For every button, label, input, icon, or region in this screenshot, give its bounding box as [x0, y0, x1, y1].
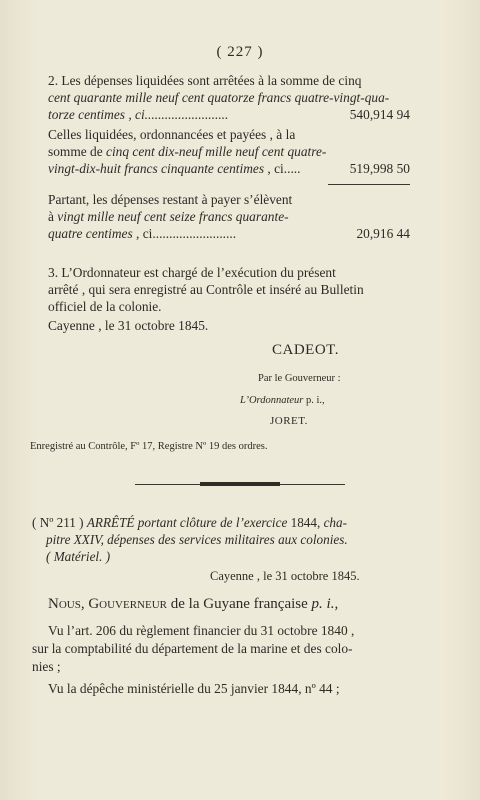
paragraph-vu-depeche: Vu la dépêche ministérielle du 25 janvier 1844, nº 44 ;	[48, 681, 340, 696]
text-line: arrêté , qui sera enregistré au Contrôle et inséré au Bulletin	[48, 282, 364, 297]
amount-value: 20,916 44	[356, 226, 410, 241]
signature-joret: JORET.	[270, 415, 308, 427]
signature-cadeot: CADEOT.	[272, 342, 339, 358]
paragraph-liquidated-expenses	[48, 72, 410, 123]
paragraph-remaining-expenses	[48, 191, 410, 242]
amount-row: vingt-dix-huit francs cinquante centimes , ci..... 519,998 50	[48, 161, 410, 176]
date-line-2: Cayenne , le 31 octobre 1845.	[210, 569, 360, 583]
text-line: somme de cinq cent dix-neuf mille neuf cent quatre-	[48, 144, 327, 159]
registration-note: Enregistré au Contrôle, Fº 17, Registre Nº 19 des ordres.	[30, 441, 268, 452]
text-line: 3. L’Ordonnateur est chargé de l’exécution du présent	[48, 265, 336, 280]
sum-rule	[328, 184, 410, 185]
par-le-gouverneur: Par le Gouverneur :	[258, 373, 341, 384]
text-line: Celles liquidées, ordonnancées et payées , à la	[48, 127, 296, 142]
text-line: Partant, les dépenses restant à payer s’élèvent	[48, 192, 293, 207]
amount-value: 519,998 50	[349, 161, 410, 176]
text-line: ( Nº 211 ) ARRÊTÉ portant clôture de l’exercice 1844, cha-	[32, 515, 348, 530]
text-line: nies ;	[32, 659, 61, 674]
paragraph-vu-article	[32, 622, 412, 676]
arrete-heading	[32, 514, 427, 565]
ordonnateur-line: L’Ordonnateur p. i.,	[240, 395, 325, 406]
text-line: officiel de la colonie.	[48, 299, 162, 314]
text-line: torze centimes , ci.........................	[48, 107, 229, 122]
text-line: ( Matériel. )	[46, 549, 111, 564]
amount-row	[48, 106, 410, 123]
text-line: sur la comptabilité du département de la marine et des colo-	[32, 641, 353, 656]
nous-gouverneur-line: Nous, Gouverneur de la Guyane française p. i.,	[48, 596, 339, 612]
amount-row: quatre centimes , ci......................... 20,916 44	[48, 226, 410, 241]
text-line: cent quarante mille neuf cent quatorze francs quatre-vingt-qua-	[48, 90, 390, 105]
paragraph-paid-expenses	[48, 126, 410, 177]
text-line: 2. Les dépenses liquidées sont arrêtées à la somme de cinq	[48, 73, 362, 88]
text-line: à vingt mille neuf cent seize francs quarante-	[48, 209, 289, 224]
section-separator-thick	[200, 482, 280, 486]
text-line: Vu l’art. 206 du règlement financier du 31 octobre 1840 ,	[48, 623, 355, 638]
paragraph-article-3	[48, 264, 410, 315]
page-number: ( 227 )	[216, 44, 264, 60]
text-line: pitre XXIV, dépenses des services militaires aux colonies.	[46, 532, 348, 547]
amount-value: 540,914 94	[349, 107, 410, 122]
date-line: Cayenne , le 31 octobre 1845.	[48, 318, 209, 333]
